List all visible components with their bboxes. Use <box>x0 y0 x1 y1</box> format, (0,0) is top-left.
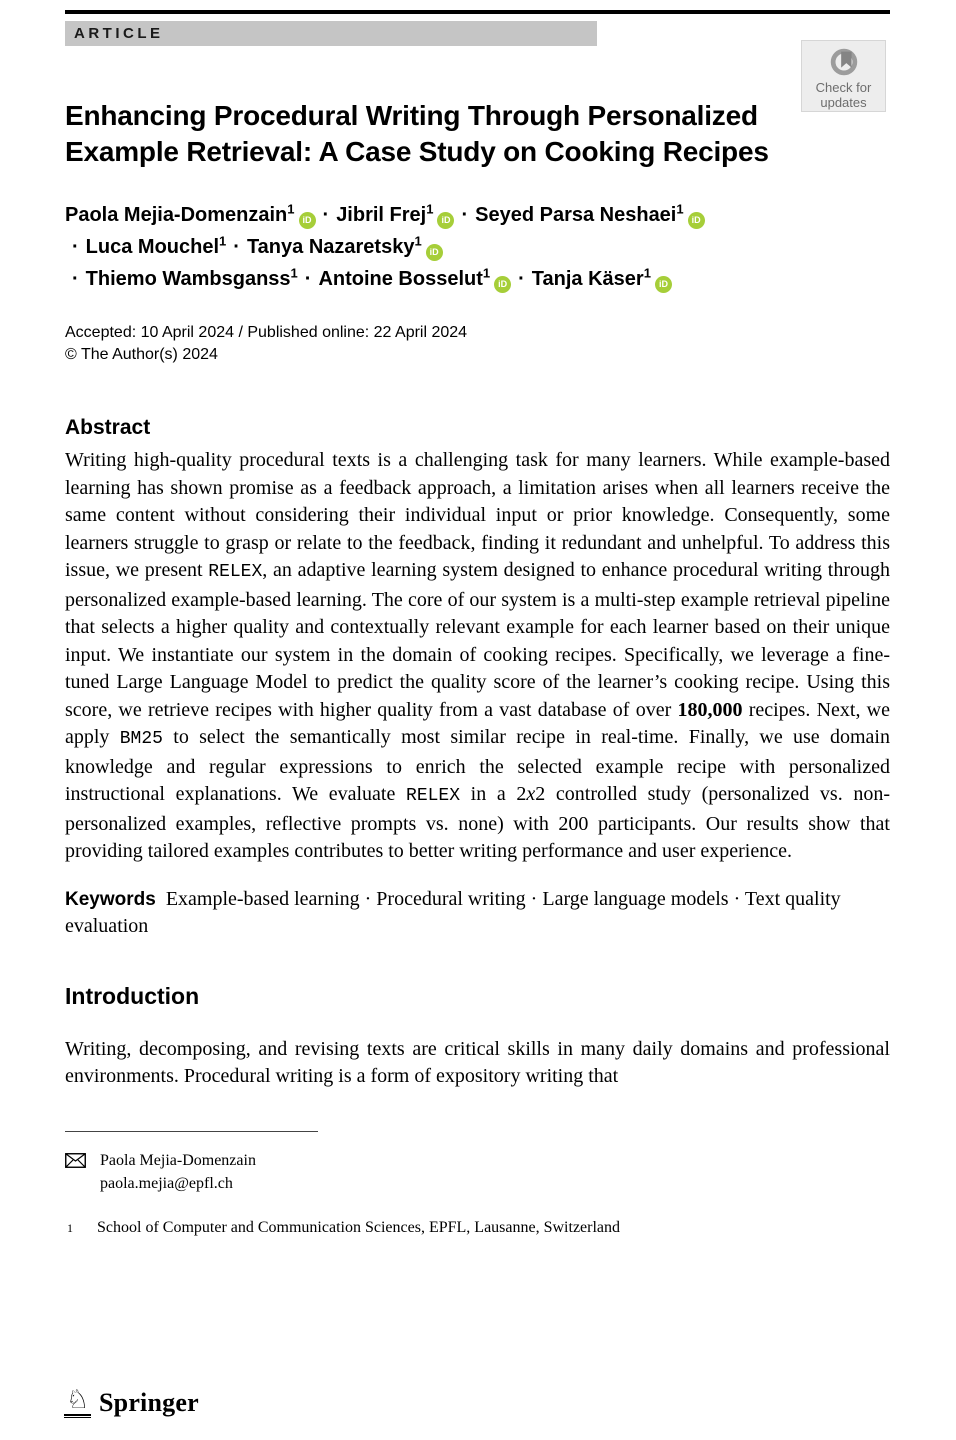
copyright-line: © The Author(s) 2024 <box>65 346 218 363</box>
publisher-name: Springer <box>99 1387 199 1417</box>
abstract-heading: Abstract <box>65 416 151 439</box>
orcid-icon[interactable]: iD <box>688 212 705 229</box>
author-separator: · <box>461 204 469 226</box>
author: Seyed Parsa Neshaei$^1$iD <box>475 204 704 226</box>
correspondence-email[interactable]: paola.mejia@epfl.ch <box>100 1174 233 1192</box>
article-type-bar <box>65 21 597 46</box>
author: Jibril Frej$^1$iD <box>336 204 454 226</box>
check-for-updates-icon <box>827 45 861 79</box>
author: Tanya Nazaretsky$^1$iD <box>247 236 443 258</box>
keywords-label: Keywords <box>65 888 156 910</box>
introduction-heading: Introduction <box>65 982 200 1009</box>
keywords-line <box>65 886 890 941</box>
orcid-icon[interactable]: iD <box>426 244 443 261</box>
author-separator: · <box>304 268 312 290</box>
correspondence-text <box>100 1149 256 1195</box>
paper-page <box>0 10 956 1239</box>
correspondence-block <box>65 1149 890 1195</box>
author-separator: · <box>322 204 330 226</box>
affiliation-marker: 1 <box>67 1220 73 1235</box>
orcid-icon[interactable]: iD <box>437 212 454 229</box>
correspondence-name: Paola Mejia-Domenzain <box>100 1151 256 1169</box>
article-type-label: ARTICLE <box>74 25 164 42</box>
footnote-rule <box>65 1131 318 1132</box>
author: Antoine Bosselut$^1$iD <box>318 268 511 290</box>
introduction-paragraph: Writing, decomposing, and revising texts are critical skills in many daily domains and professional environments. Procedural writing is a form of expository writing that <box>65 1037 890 1087</box>
author: Paola Mejia-Domenzain$^1$iD <box>65 204 316 226</box>
affiliation-block <box>65 1217 890 1239</box>
author-list <box>65 199 835 295</box>
check-for-updates-text: Check for updates <box>815 80 872 110</box>
publication-meta <box>65 322 890 366</box>
author-separator: · <box>233 236 240 258</box>
publisher-logo <box>64 1387 199 1418</box>
check-for-updates-badge[interactable] <box>801 40 886 112</box>
paper-title: Enhancing Procedural Writing Through Personalized Example Retrieval: A Case Study on Cooking Recipes <box>65 100 769 167</box>
author-separator: · <box>518 268 525 290</box>
abstract-text: Writing high-quality procedural texts is a challenging task for many learners. While example-based learning has shown promise as a feedback approach, a limitation arises when all learners receive the same content without considering their individual input or prior knowledge. Consequently, some learners struggle to grasp or relate to the feedback, finding it redundant and unhelpful. To address this issue, we present RELEX, an adaptive learning system designed to enhance procedural writing through personalized example-based learning. The core of our system is a multi-step example retrieval pipeline that selects a higher quality and contextually relevant example for each learner based on their unique input. We instantiate our system in the domain of cooking recipes. Specifically, we leverage a fine-tuned Large Language Model to predict the quality score of the learner’s cooking recipe. Using this score, we retrieve recipes with higher quality from a vast database of over 180,000 recipes. Next, we apply BM25 to select the semantically most similar recipe in real-time. Finally, we use domain knowledge and regular expressions to enrich the selected example recipe with personalized instructional explanations. We evaluate RELEX in a 2x2 controlled study (personalized vs. non-personalized examples, reflective prompts vs. none) with 200 participants. Our results show that providing tailored examples contributes to better writing performance and user experience. <box>65 449 890 862</box>
author: Tanja Käser$^1$iD <box>532 268 672 290</box>
author: Thiemo Wambsganss$^1$ <box>85 265 298 290</box>
keywords-text: Example-based learning · Procedural writing · Large language models · Text quality evaluation <box>65 887 841 937</box>
envelope-icon <box>65 1153 86 1168</box>
accepted-published-line: Accepted: 10 April 2024 / Published online: 22 April 2024 <box>65 324 468 341</box>
author-separator: · <box>72 268 79 290</box>
author-separator: · <box>72 236 79 258</box>
orcid-icon[interactable]: iD <box>494 276 511 293</box>
springer-horse-icon: ♘ <box>64 1387 91 1418</box>
affiliation-text: School of Computer and Communication Sciences, EPFL, Lausanne, Switzerland <box>97 1218 621 1236</box>
top-rule <box>65 10 890 14</box>
orcid-icon[interactable]: iD <box>299 212 316 229</box>
author: Luca Mouchel$^1$ <box>85 233 227 258</box>
orcid-icon[interactable]: iD <box>655 276 672 293</box>
